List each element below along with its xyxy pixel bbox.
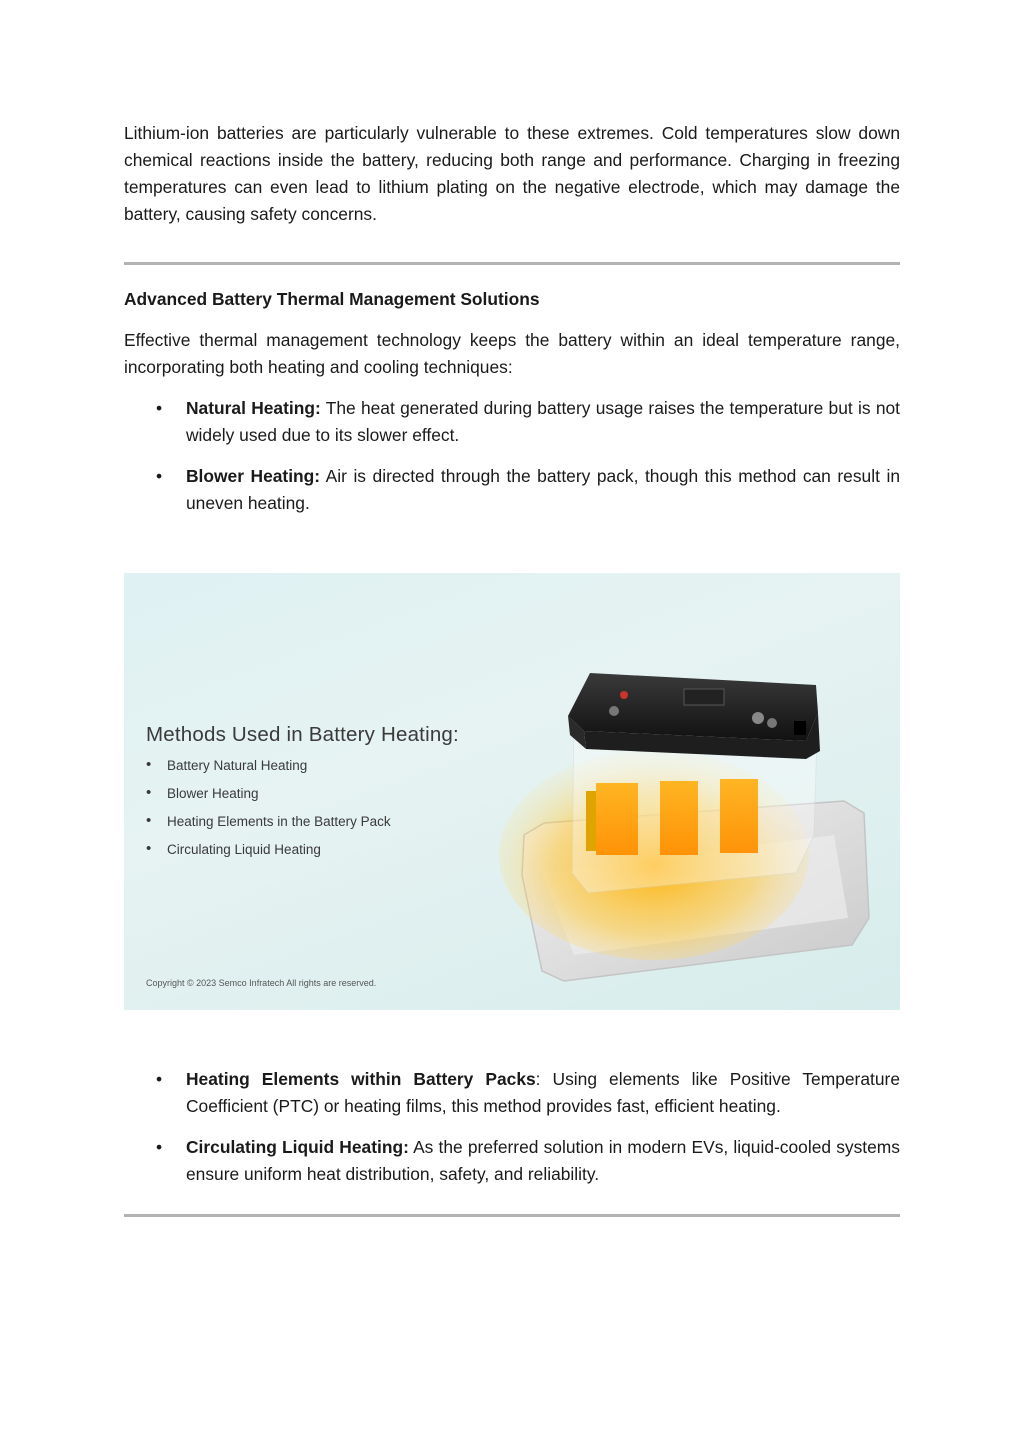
bullet-dot: •: [146, 756, 152, 773]
list-item-term: Natural Heating:: [186, 398, 321, 418]
list-item-text: As the preferred solution in modern EVs, liquid-cooled systems ensure uniform heat distribution, safety, and reliability.: [186, 1137, 900, 1184]
document-page: [124, 120, 900, 531]
image-list-item-label: Battery Natural Heating: [167, 758, 308, 773]
battery-illustration: [124, 573, 900, 1010]
bullet-dot: •: [155, 466, 163, 486]
section-divider: [124, 262, 900, 265]
list-item-term: Heating Elements within Battery Packs: [186, 1069, 536, 1089]
image-list-item-label: Circulating Liquid Heating: [167, 842, 321, 857]
bullet-dot: •: [155, 398, 163, 418]
bullet-list-bottom: [124, 1066, 900, 1188]
bullet-dot: •: [155, 1069, 163, 1089]
bullet-dot: •: [146, 784, 152, 801]
list-item: [124, 463, 900, 517]
image-title: Methods Used in Battery Heating:: [146, 723, 459, 746]
image-list-item-label: Blower Heating: [167, 786, 259, 801]
battery-heating-image: [124, 573, 900, 1010]
bullet-list-top: [124, 395, 900, 517]
section-heading: Advanced Battery Thermal Management Solutions: [124, 289, 540, 309]
list-item-text: Air is directed through the battery pack, though this method can result in uneven heating.: [186, 466, 900, 513]
list-item: [124, 395, 900, 449]
image-list-item-label: Heating Elements in the Battery Pack: [167, 814, 391, 829]
intro-paragraph: Lithium-ion batteries are particularly vulnerable to these extremes. Cold temperatures slow down chemical reactions inside the battery, reducing both range and performance. Charging in freezing temperatures can even lead to lithium plating on the negative electrode, which may damage the battery, causing safety concerns.: [124, 123, 900, 224]
section-paragraph: Effective thermal management technology keeps the battery within an ideal temperature range, incorporating both heating and cooling techniques:: [124, 330, 900, 377]
bottom-divider: [124, 1214, 900, 1217]
list-item: [124, 1134, 900, 1188]
bullet-dot: •: [146, 840, 152, 857]
bullet-dot: •: [146, 812, 152, 829]
list-item-term: Circulating Liquid Heating:: [186, 1137, 409, 1157]
list-item-text: The heat generated during battery usage raises the temperature but is not widely used due to its slower effect.: [186, 398, 901, 445]
bullet-dot: •: [155, 1137, 163, 1157]
list-item-term: Blower Heating:: [186, 466, 321, 486]
document-page-continued: [124, 1066, 900, 1217]
image-copyright: Copyright © 2023 Semco Infratech All rights are reserved.: [146, 978, 377, 988]
list-item-text: : Using elements like Positive Temperature Coefficient (PTC) or heating films, this method provides fast, efficient heating.: [186, 1069, 900, 1116]
list-item: [124, 1066, 900, 1120]
